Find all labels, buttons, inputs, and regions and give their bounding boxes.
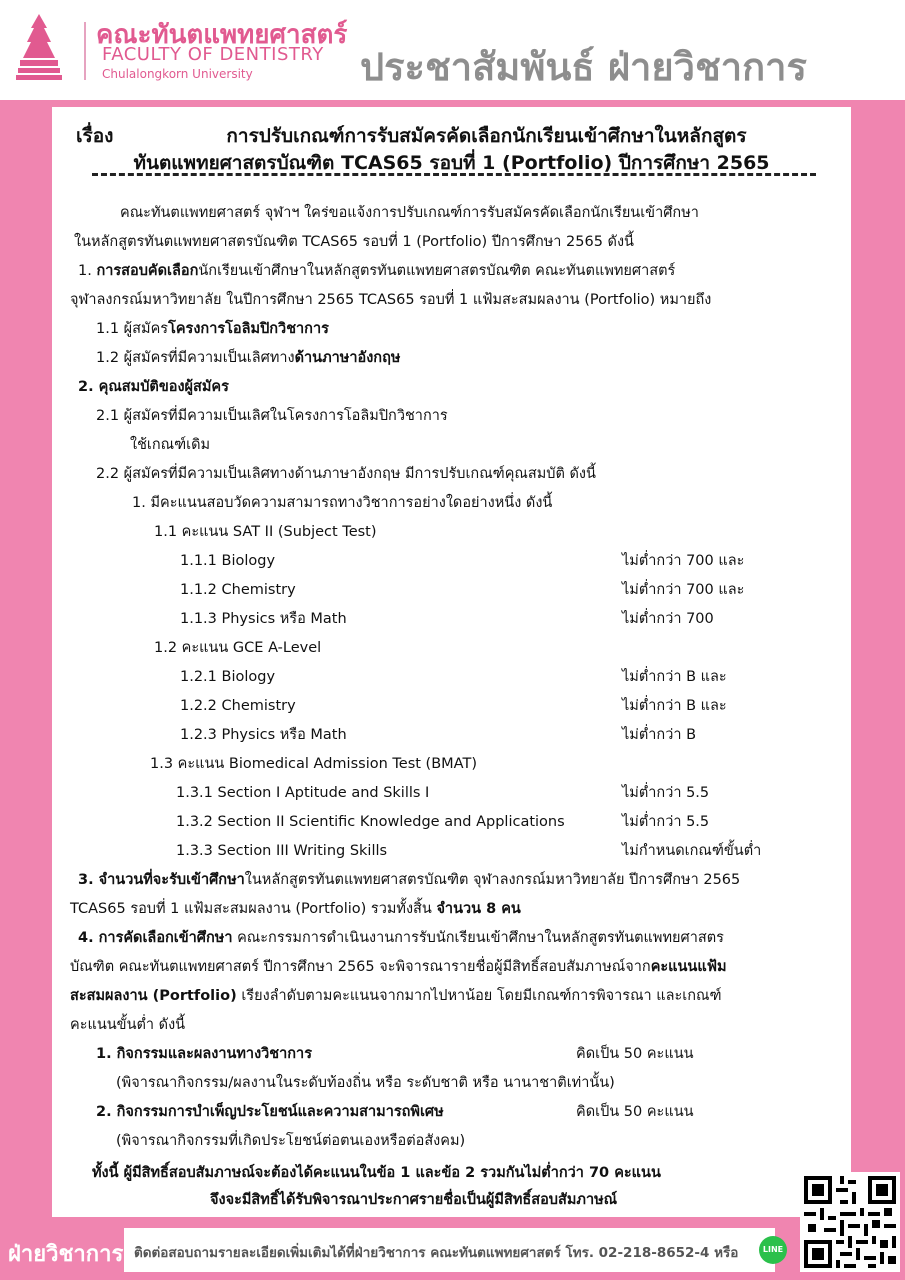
criterion-1-score: คิดเป็น 50 คะแนน xyxy=(576,1046,694,1062)
title-line-2: ทันตแพทยศาสตรบัณฑิต TCAS65 รอบที่ 1 (Portfolio) ปีการศึกษา 2565 xyxy=(133,152,770,174)
section-4-text: คณะกรรมการดำเนินงานการรับนักเรียนเข้าศึกษาในหลักสูตรทันตแพทยศาสตร xyxy=(237,930,724,946)
chula-emblem-icon xyxy=(14,12,64,82)
sat-item-label: 1.1.3 Physics หรือ Math xyxy=(180,611,347,627)
closing-line-1: ทั้งนี้ ผู้มีสิทธิ์สอบสัมภาษณ์จะต้องได้คะแนนในข้อ 1 และข้อ 2 รวมกันไม่ต่ำกว่า 70 คะแนน xyxy=(92,1165,661,1181)
title-label: เรื่อง xyxy=(76,125,114,147)
sat-item-label: 1.1.1 Biology xyxy=(180,553,276,569)
header xyxy=(0,0,905,100)
faculty-name-th: คณะทันตแพทยศาสตร์ xyxy=(96,20,348,50)
section-4-line-1 xyxy=(78,929,724,947)
section-3-text: ในหลักสูตรทันตแพทยศาสตรบัณฑิต จุฬาลงกรณ์มหาวิทยาลัย ปีการศึกษา 2565 xyxy=(244,872,741,888)
admission-count: จำนวน 8 คน xyxy=(436,901,521,917)
footer-contact-text: ติดต่อสอบถามรายละเอียดเพิ่มเติมได้ที่ฝ่ายวิชาการ คณะทันตแพทยศาสตร์ โทร. 02-218-8652-4 หรือ xyxy=(134,1245,739,1261)
department-title: ประชาสัมพันธ์ ฝ่ายวิชาการ xyxy=(360,45,807,89)
gce-item-req: ไม่ต่ำกว่า B xyxy=(622,727,697,743)
section-4-text-3: เรียงลำดับตามคะแนนจากมากไปหาน้อย โดยมีเกณฑ์การพิจารณา และเกณฑ์ xyxy=(241,988,722,1004)
header-divider xyxy=(84,22,86,80)
section-3-line-1 xyxy=(78,871,740,889)
section-1-2-bold: ด้านภาษาอังกฤษ xyxy=(294,350,401,366)
title-line-1 xyxy=(52,121,851,151)
section-4-heading: 4. การคัดเลือกเข้าศึกษา xyxy=(78,930,233,946)
section-3-text-2: TCAS65 รอบที่ 1 แฟ้มสะสมผลงาน (Portfolio) รวมทั้งสิ้น xyxy=(70,901,432,917)
closing-line-2: จึงจะมีสิทธิ์ได้รับพิจารณาประกาศรายชื่อเป็นผู้มีสิทธิ์สอบสัมภาษณ์ xyxy=(210,1192,618,1208)
section-3-line-2 xyxy=(70,900,521,918)
sat-item-req: ไม่ต่ำกว่า 700 และ xyxy=(622,582,745,598)
section-2-2-1: 1. มีคะแนนสอบวัดความสามารถทางวิชาการอย่างใดอย่างหนึ่ง ดังนี้ xyxy=(132,495,553,511)
section-4-line-4: คะแนนขั้นต่ำ ดังนี้ xyxy=(70,1017,186,1033)
qr-code-icon[interactable] xyxy=(800,1172,900,1272)
section-1-1-bold: โครงการโอลิมปิกวิชาการ xyxy=(168,321,329,337)
section-4-line-3 xyxy=(70,987,722,1005)
title-text-1: การปรับเกณฑ์การรับสมัครคัดเลือกนักเรียนเข้าศึกษาในหลักสูตร xyxy=(226,125,747,147)
section-1-2 xyxy=(96,349,400,367)
section-4-bold-3: สะสมผลงาน (Portfolio) xyxy=(70,988,237,1004)
section-1-number: 1. xyxy=(78,263,92,279)
intro-line-2: ในหลักสูตรทันตแพทยศาสตรบัณฑิต TCAS65 รอบที่ 1 (Portfolio) ปีการศึกษา 2565 ดังนี้ xyxy=(74,234,634,250)
section-1-heading: การสอบคัดเลือก xyxy=(96,263,199,279)
section-1-2-prefix: 1.2 ผู้สมัครที่มีความเป็นเลิศทาง xyxy=(96,350,295,366)
sat-item-label: 1.1.2 Chemistry xyxy=(180,582,296,598)
section-2-2: 2.2 ผู้สมัครที่มีความเป็นเลิศทางด้านภาษาอังกฤษ มีการปรับเกณฑ์คุณสมบัติ ดังนี้ xyxy=(96,466,596,482)
bmat-item-label: 1.3.2 Section II Scientific Knowledge and Applications xyxy=(176,814,565,830)
university-name: Chulalongkorn University xyxy=(102,67,253,81)
section-4-line-2 xyxy=(70,958,727,976)
sat-item-req: ไม่ต่ำกว่า 700 และ xyxy=(622,553,745,569)
section-1-line-2: จุฬาลงกรณ์มหาวิทยาลัย ในปีการศึกษา 2565 TCAS65 รอบที่ 1 แฟ้มสะสมผลงาน (Portfolio) หมายถึง xyxy=(70,292,712,308)
bmat-item-req: ไม่กำหนดเกณฑ์ขั้นต่ำ xyxy=(622,843,762,859)
criterion-2-note: (พิจารณากิจกรรมที่เกิดประโยชน์ต่อตนเองหรือต่อสังคม) xyxy=(116,1133,466,1149)
gce-heading: 1.2 คะแนน GCE A-Level xyxy=(154,640,322,656)
criterion-2-score: คิดเป็น 50 คะแนน xyxy=(576,1104,694,1120)
section-2-1-sub: ใช้เกณฑ์เดิม xyxy=(130,437,211,453)
criterion-1-note: (พิจารณากิจกรรม/ผลงานในระดับท้องถิ่น หรือ ระดับชาติ หรือ นานาชาติเท่านั้น) xyxy=(116,1075,615,1091)
section-1-line-1 xyxy=(78,262,675,280)
bmat-heading: 1.3 คะแนน Biomedical Admission Test (BMAT) xyxy=(150,756,477,772)
section-1-1 xyxy=(96,320,329,338)
footer-brand: ฝ่ายวิชาการ xyxy=(8,1242,124,1267)
section-1-text: นักเรียนเข้าศึกษาในหลักสูตรทันตแพทยศาสตรบัณฑิต คณะทันตแพทยศาสตร์ xyxy=(198,263,676,279)
intro-line-1: คณะทันตแพทยศาสตร์ จุฬาฯ ใคร่ขอแจ้งการปรับเกณฑ์การรับสมัครคัดเลือกนักเรียนเข้าศึกษา xyxy=(120,205,699,221)
bmat-item-req: ไม่ต่ำกว่า 5.5 xyxy=(622,785,710,801)
gce-item-label: 1.2.2 Chemistry xyxy=(180,698,296,714)
section-3-heading: 3. จำนวนที่จะรับเข้าศึกษา xyxy=(78,872,245,888)
sat-heading: 1.1 คะแนน SAT II (Subject Test) xyxy=(154,524,377,540)
faculty-name-en: FACULTY OF DENTISTRY xyxy=(102,44,324,65)
line-app-icon[interactable]: LINE xyxy=(759,1236,787,1264)
gce-item-label: 1.2.1 Biology xyxy=(180,669,276,685)
criterion-2: 2. กิจกรรมการบำเพ็ญประโยชน์และความสามารถพิเศษ xyxy=(96,1104,444,1120)
bmat-item-label: 1.3.3 Section III Writing Skills xyxy=(176,843,388,859)
gce-item-label: 1.2.3 Physics หรือ Math xyxy=(180,727,347,743)
gce-item-req: ไม่ต่ำกว่า B และ xyxy=(622,669,727,685)
title-divider xyxy=(92,173,816,176)
section-1-1-prefix: 1.1 ผู้สมัคร xyxy=(96,321,169,337)
section-4-text-2: บัณฑิต คณะทันตแพทยศาสตร์ ปีการศึกษา 2565 จะพิจารณารายชื่อผู้มีสิทธิ์สอบสัมภาษณ์จาก xyxy=(70,959,651,975)
section-2-1: 2.1 ผู้สมัครที่มีความเป็นเลิศในโครงการโอลิมปิกวิชาการ xyxy=(96,408,448,424)
bmat-item-req: ไม่ต่ำกว่า 5.5 xyxy=(622,814,710,830)
gce-item-req: ไม่ต่ำกว่า B และ xyxy=(622,698,727,714)
footer xyxy=(0,1218,905,1280)
announcement-paper xyxy=(52,107,851,1217)
footer-contact-bar xyxy=(124,1228,784,1272)
section-2-heading: 2. คุณสมบัติของผู้สมัคร xyxy=(78,379,229,395)
bmat-item-label: 1.3.1 Section I Aptitude and Skills I xyxy=(176,785,430,801)
section-4-bold-2: คะแนนแฟ้ม xyxy=(650,959,727,975)
criterion-1: 1. กิจกรรมและผลงานทางวิชาการ xyxy=(96,1046,312,1062)
sat-item-req: ไม่ต่ำกว่า 700 xyxy=(622,611,714,627)
